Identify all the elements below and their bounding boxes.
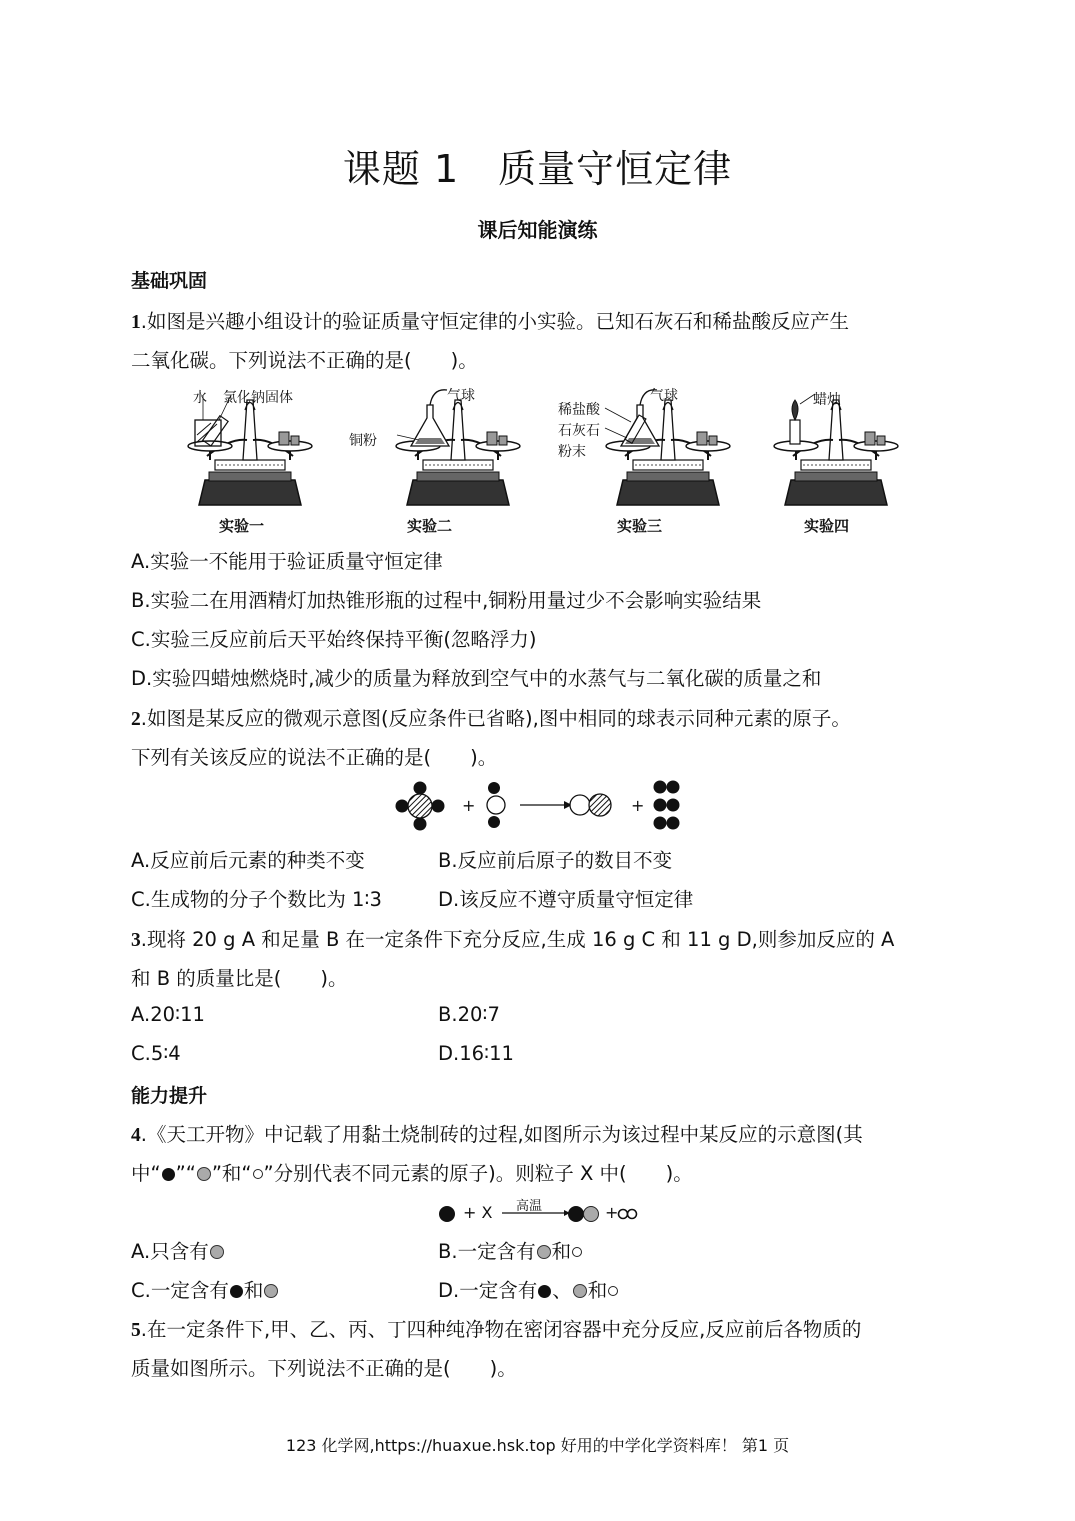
q1-option-c: C.实验三反应前后天平始终保持平衡(忽略浮力) xyxy=(131,628,537,651)
q5-line2: 质量如图所示。下列说法不正确的是( )。 xyxy=(131,1357,517,1380)
q2-option-d: D.该反应不遵守质量守恒定律 xyxy=(438,888,694,911)
q4-eq-plus: + xyxy=(605,1203,619,1222)
q1-fig-powder-label: 粉末 xyxy=(558,444,586,460)
q3-option-a: A.20∶11 xyxy=(131,1003,205,1026)
q1-option-d: D.实验四蜡烛燃烧时,减少的质量为释放到空气中的水蒸气与二氧化碳的质量之和 xyxy=(131,667,822,690)
q4-option-c-text: C.一定含有 xyxy=(131,1279,229,1302)
q2-plus-1: + xyxy=(462,796,476,815)
q2-line2: 下列有关该反应的说法不正确的是( )。 xyxy=(131,746,498,769)
q4-option-d-sep: 、 xyxy=(552,1279,572,1302)
q4-line2 xyxy=(131,1158,693,1186)
q4-option-b xyxy=(438,1236,583,1264)
q2-micro-figure xyxy=(392,778,692,834)
q4-option-b-and: 和 xyxy=(551,1240,572,1263)
q4-stem-2b: ”“ xyxy=(175,1162,196,1185)
q3-line2: 和 B 的质量比是( )。 xyxy=(131,967,348,990)
gray-atom-icon xyxy=(264,1284,278,1298)
q1-option-b: B.实验二在用酒精灯加热锥形瓶的过程中,铜粉用量过少不会影响实验结果 xyxy=(131,589,762,612)
black-atom-icon xyxy=(538,1285,551,1298)
small-white-atom-icon xyxy=(608,1286,618,1296)
q4-option-c-and: 和 xyxy=(243,1279,264,1302)
q4-stem-2d: ”分别代表不同元素的原子)。则粒子 X 中( )。 xyxy=(263,1162,693,1185)
section-advanced: 能力提升 xyxy=(131,1085,208,1107)
q4-eq-condition: 高温 xyxy=(516,1199,543,1214)
gray-atom-icon xyxy=(573,1284,587,1298)
q3-stem-1: .现将 20 g A 和足量 B 在一定条件下充分反应,生成 16 g C 和 11 g D,则参加反应的 A xyxy=(140,928,895,951)
page-footer: 123 化学网,https://huaxue.hsk.top 好用的中学化学资料库！ 第1 页 xyxy=(285,1436,790,1455)
q4-line1 xyxy=(131,1119,863,1147)
gray-atom-icon xyxy=(197,1167,211,1181)
q1-stem-1: .如图是兴趣小组设计的验证质量守恒定律的小实验。已知石灰石和稀盐酸反应产生 xyxy=(140,310,849,333)
q1-fig-exp3-balloon-label: 气球 xyxy=(650,388,678,404)
q1-caption-3: 实验三 xyxy=(617,517,663,535)
q2-option-a: A.反应前后元素的种类不变 xyxy=(131,849,365,872)
q5-stem-1: .在一定条件下,甲、乙、丙、丁四种纯净物在密闭容器中充分反应,反应前后各物质的 xyxy=(140,1318,862,1341)
q1-fig-copper-label: 铜粉 xyxy=(349,433,377,449)
q5-line1 xyxy=(131,1314,861,1342)
page-title: 课题 1 质量守恒定律 xyxy=(342,147,733,191)
q1-line1 xyxy=(131,306,849,334)
q2-line1 xyxy=(131,703,851,731)
q4-option-d-text: D.一定含有 xyxy=(438,1279,538,1302)
q1-line2: 二氧化碳。下列说法不正确的是( )。 xyxy=(131,349,478,372)
q2-option-b: B.反应前后原子的数目不变 xyxy=(438,849,673,872)
q1-fig-water-label: 水 xyxy=(193,390,207,406)
q2-stem-1: .如图是某反应的微观示意图(反应条件已省略),图中相同的球表示同种元素的原子。 xyxy=(140,707,851,730)
black-atom-icon xyxy=(162,1168,175,1181)
q1-caption-2: 实验二 xyxy=(407,517,453,535)
q3-number: 3 xyxy=(131,930,141,951)
q4-stem-1: .《天工开物》中记载了用黏土烧制砖的过程,如图所示为该过程中某反应的示意图(其 xyxy=(140,1123,863,1146)
q4-option-a xyxy=(131,1236,225,1264)
q2-number: 2 xyxy=(131,709,141,730)
q4-option-d-and: 和 xyxy=(587,1279,608,1302)
small-white-atom-icon xyxy=(253,1169,263,1179)
q1-number: 1 xyxy=(131,312,141,333)
q1-fig-limestone-label: 石灰石 xyxy=(558,423,600,439)
q4-option-a-text: A.只含有 xyxy=(131,1240,209,1263)
q4-option-d xyxy=(438,1275,619,1303)
gray-atom-icon xyxy=(210,1245,224,1259)
q1-caption-1: 实验一 xyxy=(219,517,265,535)
q3-option-d: D.16∶11 xyxy=(438,1042,514,1065)
gray-atom-icon xyxy=(537,1245,551,1259)
q3-line1 xyxy=(131,924,894,952)
black-atom-icon xyxy=(230,1285,243,1298)
q1-fig-salt-label: 氯化钠固体 xyxy=(223,390,293,406)
q4-option-b-text: B.一定含有 xyxy=(438,1240,536,1263)
q3-option-b: B.20∶7 xyxy=(438,1003,500,1026)
q4-number: 4 xyxy=(131,1125,141,1146)
q1-fig-exp2-balloon-label: 气球 xyxy=(447,388,475,404)
q2-option-c: C.生成物的分子个数比为 1∶3 xyxy=(131,888,382,911)
q2-plus-2: + xyxy=(631,796,645,815)
q5-number: 5 xyxy=(131,1320,141,1341)
q4-option-c xyxy=(131,1275,279,1303)
q1-caption-4: 实验四 xyxy=(804,517,850,535)
q3-option-c: C.5∶4 xyxy=(131,1042,181,1065)
q1-fig-candle-label: 蜡烛 xyxy=(813,392,841,408)
q4-eq-plus-x: + X xyxy=(463,1203,493,1222)
small-white-atom-icon xyxy=(572,1247,582,1257)
section-basic: 基础巩固 xyxy=(131,270,208,292)
q1-fig-acid-label: 稀盐酸 xyxy=(558,402,600,418)
q4-stem-2a: 中“ xyxy=(131,1162,161,1185)
page-subtitle: 课后知能演练 xyxy=(477,218,598,242)
q4-stem-2c: ”和“ xyxy=(211,1162,252,1185)
q1-option-a: A.实验一不能用于验证质量守恒定律 xyxy=(131,550,443,573)
